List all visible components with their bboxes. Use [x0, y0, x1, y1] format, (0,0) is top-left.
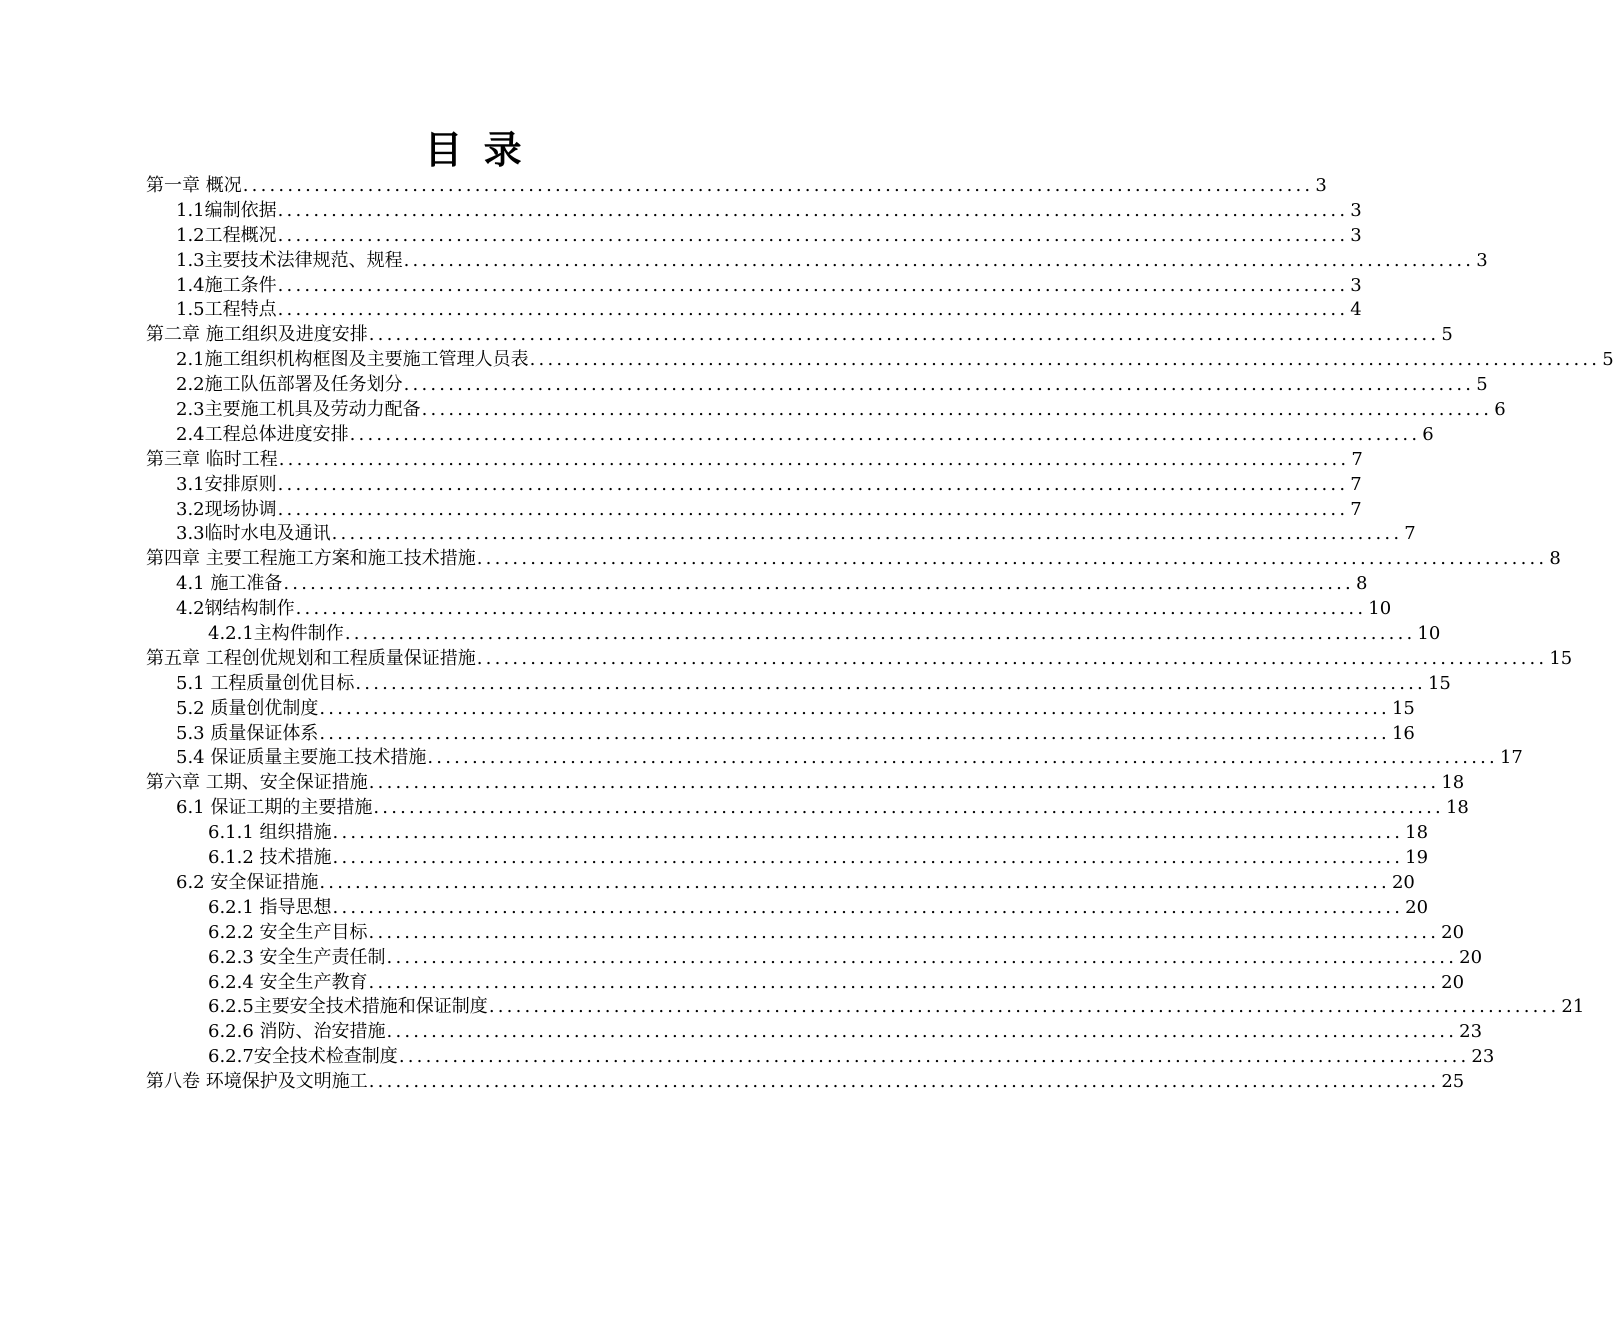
toc-entry-text: 2.2施工队伍部署及任务划分 — [176, 374, 403, 396]
toc-page-number: 7 — [1404, 523, 1416, 545]
toc-dot-leader: ........................................................................................................................ — [373, 797, 1444, 819]
toc-dot-leader: ........................................................................................................................ — [368, 921, 1440, 943]
toc-page-number: 3 — [1315, 175, 1327, 196]
toc-dot-leader: ........................................................................................................................ — [242, 175, 1314, 196]
toc-entry[interactable] — [146, 746, 1523, 771]
toc-entry[interactable] — [146, 946, 1483, 971]
toc-entry-text: 6.1 保证工期的主要措施 — [176, 797, 373, 819]
toc-page-number: 20 — [1391, 871, 1415, 893]
toc-dot-leader: ........................................................................................................................ — [277, 498, 1349, 520]
toc-entry[interactable] — [146, 796, 1469, 821]
toc-entry-text: 6.1.2 技术措施 — [208, 847, 332, 869]
toc-entry-text: 2.3主要施工机具及劳动力配备 — [176, 399, 421, 421]
toc-dot-leader: ........................................................................................................................ — [344, 623, 1416, 645]
toc-dot-leader: ........................................................................................................................ — [332, 847, 1404, 869]
toc-entry-text: 第二章 施工组织及进度安排 — [146, 324, 368, 346]
toc-entry[interactable] — [146, 572, 1368, 597]
toc-entry-text: 5.3 质量保证体系 — [176, 722, 319, 744]
toc-entry-text: 2.4工程总体进度安排 — [176, 423, 349, 445]
toc-page-number: 21 — [1561, 996, 1585, 1018]
toc-entry[interactable] — [146, 971, 1465, 996]
toc-entry-text: 3.2现场协调 — [176, 498, 277, 520]
toc-dot-leader: ........................................................................................................................ — [332, 822, 1404, 844]
toc-page-number: 15 — [1427, 672, 1451, 694]
toc-page-number: 3 — [1350, 199, 1362, 221]
toc-entry[interactable] — [146, 174, 1327, 199]
toc-entry[interactable] — [146, 1070, 1465, 1095]
toc-title: 目 录 — [424, 127, 526, 172]
toc-entry-text: 6.2.2 安全生产目标 — [208, 921, 368, 943]
toc-entry[interactable] — [146, 473, 1362, 498]
toc-dot-leader: ........................................................................................................................ — [403, 374, 1475, 396]
toc-entry-text: 4.2钢结构制作 — [176, 598, 295, 620]
toc-entry-text: 1.1编制依据 — [176, 199, 277, 221]
toc-entry[interactable] — [146, 871, 1415, 896]
toc-entry-text: 6.2 安全保证措施 — [176, 871, 319, 893]
toc-dot-leader: ........................................................................................................................ — [277, 274, 1349, 296]
toc-page-number: 20 — [1405, 896, 1429, 918]
toc-entry-text: 5.4 保证质量主要施工技术措施 — [176, 747, 427, 769]
toc-page-number: 25 — [1441, 1071, 1465, 1093]
toc-page-number: 5 — [1441, 324, 1453, 346]
toc-entry[interactable] — [146, 224, 1362, 249]
toc-page-number: 23 — [1471, 1046, 1495, 1068]
toc-page-number: 3 — [1476, 249, 1488, 271]
toc-dot-leader: ........................................................................................................................ — [386, 946, 1458, 968]
toc-page-number: 3 — [1350, 224, 1362, 246]
toc-entry-text: 4.2.1主构件制作 — [208, 623, 344, 645]
toc-page-number: 5 — [1476, 374, 1488, 396]
toc-dot-leader: ........................................................................................................................ — [421, 399, 1493, 421]
toc-page-number: 6 — [1494, 399, 1506, 421]
toc-entry-text: 3.3临时水电及通讯 — [176, 523, 331, 545]
toc-page-number: 17 — [1499, 747, 1523, 769]
toc-dot-leader: ........................................................................................................................ — [398, 1046, 1470, 1068]
toc-page-number: 8 — [1549, 548, 1561, 570]
toc-entry[interactable] — [146, 722, 1415, 747]
toc-dot-leader: ........................................................................................................................ — [368, 772, 1440, 794]
toc-entry-text: 1.3主要技术法律规范、规程 — [176, 249, 403, 271]
toc-entry[interactable] — [146, 597, 1392, 622]
toc-entry-text: 第四章 主要工程施工方案和施工技术措施 — [146, 548, 476, 570]
toc-page-number: 19 — [1405, 847, 1429, 869]
toc-dot-leader: ........................................................................................................................ — [488, 996, 1560, 1018]
toc-entry[interactable] — [146, 622, 1441, 647]
toc-page-number: 20 — [1441, 971, 1465, 993]
toc-page-number: 15 — [1391, 697, 1415, 719]
toc-dot-leader: ........................................................................................................................ — [277, 224, 1349, 246]
toc-entry[interactable] — [146, 348, 1614, 373]
toc-dot-leader: ........................................................................................................................ — [403, 249, 1475, 271]
toc-entry[interactable] — [146, 448, 1363, 473]
toc-entry-text: 1.5工程特点 — [176, 299, 277, 321]
toc-entry-text: 6.2.3 安全生产责任制 — [208, 946, 386, 968]
toc-entry[interactable] — [146, 697, 1415, 722]
toc-entry[interactable] — [146, 821, 1429, 846]
toc-dot-leader: ........................................................................................................................ — [277, 199, 1349, 221]
toc-dot-leader: ........................................................................................................................ — [349, 423, 1421, 445]
toc-page-number: 16 — [1391, 722, 1415, 744]
toc-entry-text: 第一章 概况 — [146, 175, 242, 196]
toc-entry[interactable] — [146, 896, 1429, 921]
toc-page-number: 23 — [1459, 1021, 1483, 1043]
toc-dot-leader: ........................................................................................................................ — [368, 1071, 1440, 1093]
toc-page-number: 8 — [1355, 573, 1368, 595]
toc-entry[interactable] — [146, 647, 1573, 672]
toc-entry-text: 1.4施工条件 — [176, 274, 277, 296]
toc-entry[interactable] — [146, 921, 1465, 946]
toc-dot-leader: ........................................................................................................................ — [427, 747, 1498, 769]
toc-entry-text: 6.2.1 指导思想 — [208, 896, 332, 918]
toc-page-number: 20 — [1441, 921, 1465, 943]
toc-page-number: 10 — [1368, 598, 1392, 620]
toc-dot-leader: ........................................................................................................................ — [319, 697, 1390, 719]
toc-entry-text: 3.1安排原则 — [176, 473, 277, 495]
toc-entry[interactable] — [146, 498, 1362, 523]
toc-page-number: 18 — [1445, 797, 1469, 819]
toc-dot-leader: ........................................................................................................................ — [277, 299, 1349, 321]
toc-entry-text: 6.2.4 安全生产教育 — [208, 971, 368, 993]
toc-dot-leader: ........................................................................................................................ — [331, 523, 1403, 545]
toc-entry-text: 5.2 质量创优制度 — [176, 697, 319, 719]
toc-dot-leader: ........................................................................................................................ — [319, 871, 1390, 893]
toc-entry-text: 2.1施工组织机构框图及主要施工管理人员表 — [176, 349, 529, 371]
toc-entry-text: 5.1 工程质量创优目标 — [176, 672, 355, 694]
toc-entry[interactable] — [146, 398, 1506, 423]
toc-entry[interactable] — [146, 1045, 1495, 1070]
toc-page-number: 5 — [1602, 349, 1614, 371]
toc-entry-text: 4.1 施工准备 — [176, 573, 283, 595]
toc-entry-text: 第三章 临时工程 — [146, 448, 278, 470]
toc-entry[interactable] — [146, 298, 1362, 323]
toc-entry-text: 6.2.5主要安全技术措施和保证制度 — [208, 996, 488, 1018]
toc-entry[interactable] — [146, 672, 1451, 697]
toc-dot-leader: ........................................................................................................................ — [355, 672, 1426, 694]
toc-list — [146, 174, 1614, 1095]
toc-page-number: 18 — [1405, 822, 1429, 844]
toc-dot-leader: ........................................................................................................................ — [368, 324, 1440, 346]
toc-page-number: 18 — [1441, 772, 1465, 794]
toc-entry-text: 第六章 工期、安全保证措施 — [146, 772, 368, 794]
toc-entry[interactable] — [146, 199, 1362, 224]
toc-page-number: 7 — [1350, 473, 1362, 495]
toc-entry-text: 第八卷 环境保护及文明施工 — [146, 1071, 368, 1093]
toc-entry[interactable] — [146, 1020, 1483, 1045]
toc-page-number: 20 — [1459, 946, 1483, 968]
toc-entry[interactable] — [146, 249, 1488, 274]
toc-entry[interactable] — [146, 846, 1429, 871]
toc-dot-leader: ........................................................................................................................ — [295, 598, 1367, 620]
toc-page-number: 10 — [1417, 623, 1441, 645]
toc-entry[interactable] — [146, 771, 1465, 796]
toc-entry[interactable] — [146, 323, 1453, 348]
toc-dot-leader: ........................................................................................................................ — [476, 548, 1548, 570]
toc-entry-text: 1.2工程概况 — [176, 224, 277, 246]
toc-page-number: 6 — [1422, 423, 1434, 445]
toc-dot-leader: ........................................................................................................................ — [277, 473, 1349, 495]
toc-entry[interactable] — [146, 423, 1434, 448]
toc-page-number: 7 — [1351, 448, 1363, 470]
toc-entry-text: 6.2.7安全技术检查制度 — [208, 1046, 398, 1068]
toc-dot-leader: ........................................................................................................................ — [283, 573, 1354, 595]
toc-dot-leader: ........................................................................................................................ — [319, 722, 1390, 744]
toc-entry[interactable] — [146, 274, 1362, 299]
toc-dot-leader: ........................................................................................................................ — [529, 349, 1601, 371]
toc-entry-text: 6.1.1 组织措施 — [208, 822, 332, 844]
toc-dot-leader: ........................................................................................................................ — [332, 896, 1404, 918]
toc-page-number: 7 — [1350, 498, 1362, 520]
toc-page-number: 4 — [1350, 299, 1362, 321]
toc-entry-text: 6.2.6 消防、治安措施 — [208, 1021, 386, 1043]
toc-dot-leader: ........................................................................................................................ — [368, 971, 1440, 993]
toc-entry[interactable] — [146, 373, 1488, 398]
toc-entry[interactable] — [146, 995, 1585, 1020]
toc-dot-leader: ........................................................................................................................ — [278, 448, 1350, 470]
toc-dot-leader: ........................................................................................................................ — [386, 1021, 1458, 1043]
toc-entry[interactable] — [146, 522, 1416, 547]
toc-page-number: 15 — [1549, 647, 1573, 669]
toc-page-number: 3 — [1350, 274, 1362, 296]
toc-dot-leader: ........................................................................................................................ — [476, 647, 1548, 669]
toc-entry-text: 第五章 工程创优规划和工程质量保证措施 — [146, 647, 476, 669]
toc-entry[interactable] — [146, 547, 1561, 572]
